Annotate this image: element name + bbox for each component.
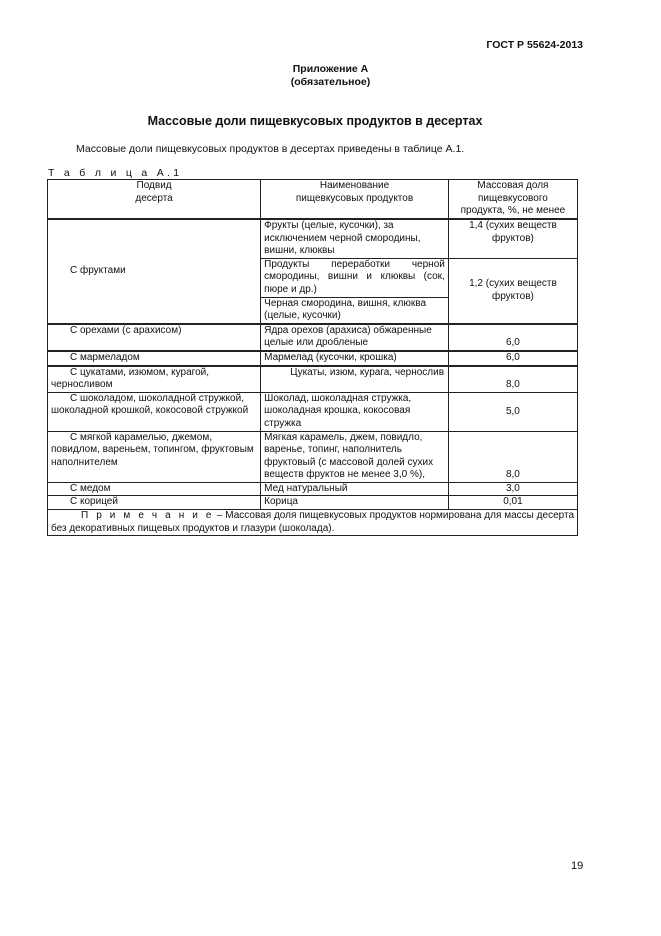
value-cell: 8,0 [448,431,577,482]
table-row [48,392,578,431]
value-cell: 1,4 (сухих веществ фруктов) [448,219,577,258]
document-code: ГОСТ Р 55624-2013 [486,39,583,51]
header-mass-fraction [448,180,577,220]
product-cell: Цукаты, изюм, курага, чернослив [261,366,449,393]
subtype-cell: С орехами (с арахисом) [48,324,261,351]
value-cell: 6,0 [448,324,577,351]
value-cell: 8,0 [448,366,577,393]
note-text: – Массовая доля пищевкусовых продуктов нормирована для массы десерта без декоративных пищевых продуктов и глазури (шоколада). [51,510,575,534]
page-number: 19 [571,860,584,872]
appendix-heading [0,63,661,89]
header-text: пищевкусовых продуктов [295,192,414,204]
header-text: Наименование [319,180,390,191]
product-cell: Ядра орехов (арахиса) обжаренные целые или дробленые [261,324,449,351]
note-prefix: П р и м е ч а н и е [81,510,215,522]
product-cell: Корица [261,496,449,510]
table-row [48,324,578,351]
product-cell: Фрукты (целые, кусочки), за исключением черной смородины, вишни, клюквы [261,219,449,258]
table-row [48,366,578,393]
subtype-cell: С шоколадом, шоколадной стружкой, шоколадной крошкой, кокосовой стружкой [48,392,261,431]
product-cell: Продукты переработки черной смородины, вишни и клюквы (сок, пюре и др.) [261,258,449,297]
appendix-subtitle: (обязательное) [290,76,371,88]
mass-fraction-table [47,179,578,536]
table-label: Т а б л и ц а А.1 [48,167,183,179]
table-header-row [48,180,578,220]
product-cell: Черная смородина, вишня, клюква (целые, кусочки) [261,297,449,324]
appendix-title: Приложение А [292,63,369,75]
subtype-cell: С медом [48,482,261,496]
header-text: десерта [135,192,173,204]
table-note [48,510,578,536]
subtype-cell: С мармеладом [48,351,261,366]
table-note-row [48,510,578,536]
header-text: Массовая доля [477,180,549,191]
table-row [48,219,578,258]
subtype-cell: С корицей [48,496,261,510]
subtype-cell: С цукатами, изюмом, курагой, черносливом [48,366,261,393]
section-title: Массовые доли пищевкусовых продуктов в десертах [147,114,483,128]
header-product [261,180,449,220]
table-row [48,482,578,496]
value-cell: 6,0 [448,351,577,366]
value-cell: 5,0 [448,392,577,431]
table-row [48,431,578,482]
subtype-cell: С мягкой карамелью, джемом, повидлом, вареньем, топингом, фруктовым наполнителем [48,431,261,482]
product-cell: Мягкая карамель, джем, повидло, варенье, топинг, наполнитель фруктовый (с массовой долей сухих веществ фруктов не менее 3,0 %), [261,431,449,482]
subtype-cell: С фруктами [48,219,261,324]
table-row [48,496,578,510]
value-cell: 0,01 [448,496,577,510]
value-cell: 3,0 [448,482,577,496]
product-cell: Шоколад, шоколадная стружка, шоколадная крошка, кокосовая стружка [261,392,449,431]
header-text: Подвид [136,180,172,191]
product-cell: Мармелад (кусочки, крошка) [261,351,449,366]
header-text: пищевкусового [478,192,548,204]
intro-text: Массовые доли пищевкусовых продуктов в десертах приведены в таблице А.1. [76,143,465,155]
value-cell: 1,2 (сухих веществ фруктов) [448,258,577,323]
product-cell: Мед натуральный [261,482,449,496]
table-row [48,351,578,366]
header-subtype [48,180,261,220]
header-text: продукта, %, не менее [460,205,566,217]
